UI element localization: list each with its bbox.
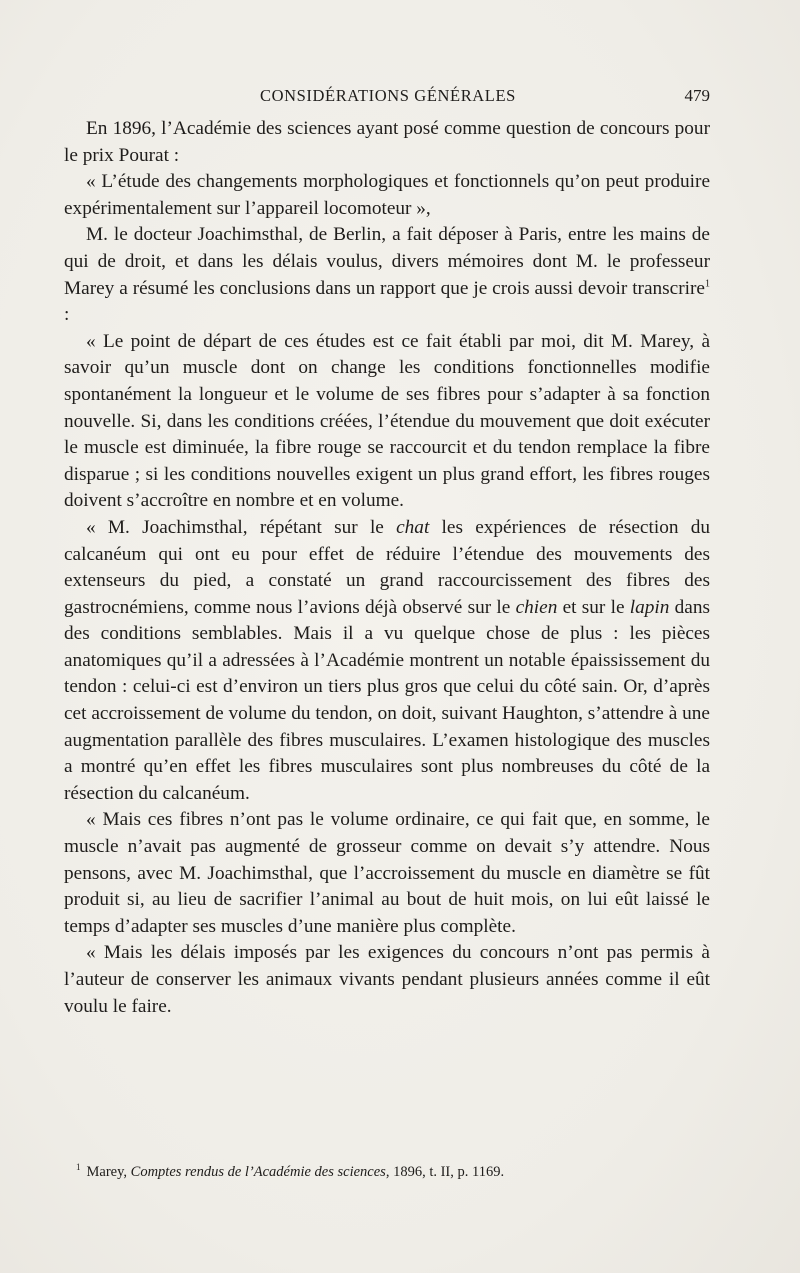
paragraph-5-part-c: et sur le: [557, 596, 630, 618]
footnote-mark: 1: [76, 1162, 81, 1172]
italic-chat: chat: [396, 516, 430, 538]
paragraph-5: [64, 515, 710, 808]
italic-lapin: lapin: [629, 596, 670, 618]
paragraph-1: En 1896, l’Académie des sciences ayant posé comme question de concours pour le prix Pourat :: [64, 118, 710, 166]
footnote-rest: , 1896, t. II, p. 1169.: [385, 1163, 505, 1180]
paragraph-5-part-b: les expériences de résection du calcanéum qui ont eu pour effet de réduire l’étendue des mouvements des extenseurs du pied, a constaté un grand raccourcissement des fibres des gastrocnémiens, comme nous l’avions déjà observé sur le: [64, 516, 710, 618]
footnote-author: Marey,: [86, 1163, 131, 1180]
footnote-reference: 1: [705, 278, 710, 290]
paragraph-5-part-d: dans des conditions semblables. Mais il a vu quelque chose de plus : les pièces anatomiques qu’il a adressées à l’Académie montrent un notable épaississement du tendon : celui-ci est d’environ un tiers plus gros que celui du côté sain. Or, d’après cet accroissement de volume du tendon, on doit, suivant Haughton, s’attendre à une augmentation parallèle des fibres musculaires. L’examen histologique des muscles a montré qu’en effet les fibres musculaires sont plus nombreuses du côté de la résection du calcanéum.: [64, 596, 710, 804]
paragraph-2: « L’étude des changements morphologiques et fonctionnels qu’on peut produire expérimentalement sur l’appareil locomoteur »,: [64, 171, 710, 219]
footnote: [64, 1158, 710, 1181]
running-title: CONSIDÉRATIONS GÉNÉRALES: [260, 86, 516, 105]
paragraph-3: [64, 222, 710, 328]
paragraph-3-end: :: [64, 304, 70, 326]
page-header: [64, 86, 710, 108]
paragraph-5-part-a: « M. Joachimsthal, répétant sur le: [86, 516, 397, 538]
footnote-source: Comptes rendus de l’Académie des sciences: [130, 1163, 386, 1180]
paragraph-7: « Mais les délais imposés par les exigences du concours n’ont pas permis à l’auteur de conserver les animaux vivants pendant plusieurs années comme il eût voulu le faire.: [64, 942, 710, 1017]
paragraph-3-text: M. le docteur Joachimsthal, de Berlin, a fait déposer à Paris, entre les mains de qui de droit, et dans les délais voulus, divers mémoires dont M. le professeur Marey a résumé les conclusions dans un rapport que je crois aussi devoir transcrire: [64, 224, 710, 299]
paragraph-4: « Le point de départ de ces études est ce fait établi par moi, dit M. Marey, à savoir qu’un muscle dont on change les conditions fonctionnelles modifie spontanément la longueur et le volume de ses fibres pour s’adapter à sa fonction nouvelle. Si, dans les conditions créées, l’étendue du mouvement que doit exécuter le muscle est diminuée, la fibre rouge se raccourcit et du tendon remplace la fibre disparue ; si les conditions nouvelles exigent un plus grand effort, les fibres rouges doivent s’accroître en nombre et en volume.: [64, 330, 710, 512]
page-number: 479: [684, 86, 710, 105]
body-text: [64, 116, 710, 1020]
paragraph-6: « Mais ces fibres n’ont pas le volume ordinaire, ce qui fait que, en somme, le muscle n’avait pas augmenté de grosseur comme on devait s’y attendre. Nous pensons, avec M. Joachimsthal, que l’accroissement du muscle en diamètre se fût produit si, au lieu de sacrifier l’animal au bout de huit mois, on lui eût laissé le temps d’adapter ses muscles d’une manière plus complète.: [64, 809, 710, 937]
italic-chien: chien: [515, 596, 558, 618]
